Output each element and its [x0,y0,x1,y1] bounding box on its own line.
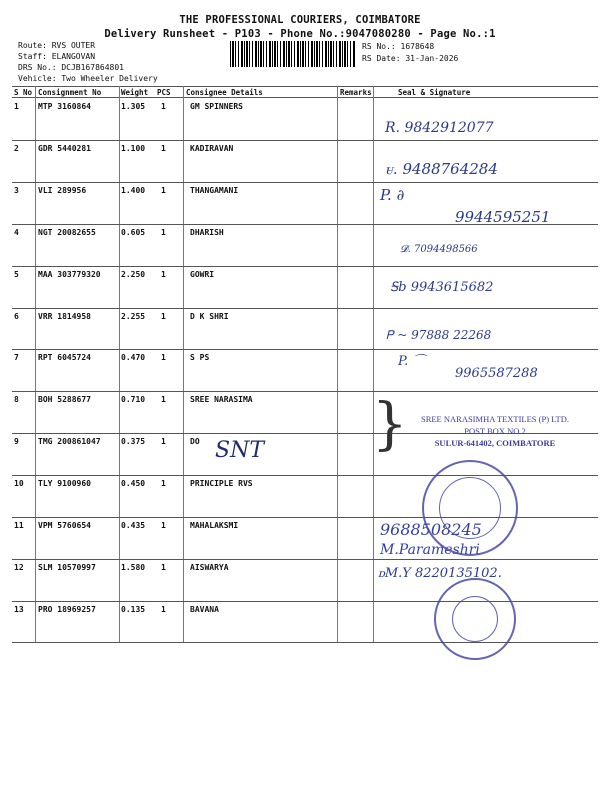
handwriting-row-12: ꭰM.Y 8220135102. [378,566,502,581]
row-divider [12,475,598,476]
cell-pcs: 1 [161,311,166,321]
handwriting-row-11b: M.Parameshri [380,542,480,558]
vehicle: Vehicle: Two Wheeler Delivery [18,74,158,83]
handwriting-row-1: R. 9842912077 [385,120,494,136]
cell-consignment: MTP 3160864 [38,102,91,111]
cell-weight: 0.605 [121,227,146,237]
handwriting-row-4: 𝓓. 7094498566 [400,244,478,255]
cell-consignment: GDR 5440281 [38,143,91,153]
stamp-line-1: SREE NARASIMHA TEXTILES (P) LTD. [420,414,570,424]
cell-consignee: GM SPINNERS [190,102,243,111]
row-divider [12,140,598,141]
cell-sno: 2 [14,143,19,153]
rs-no: RS No.: 1678648 [362,42,435,51]
stamp-line-2: POST BOX NO.2 [464,426,526,436]
cell-weight: 2.250 [121,269,146,279]
col-header-consignment: Consignment No [38,88,102,97]
cell-sno: 1 [14,102,19,111]
cell-weight: 1.580 [121,562,146,572]
cell-consignee: THANGAMANI [190,185,239,195]
handwriting-row-5: Ꭶb 9943615682 [390,280,494,295]
cell-pcs: 1 [161,269,166,279]
cell-pcs: 1 [161,604,166,614]
table-bottom-border [12,642,598,643]
rs-date: RS Date: 31-Jan-2026 [362,54,459,63]
handwriting-row-3: 9944595251 [455,208,551,226]
cell-consignment: VPM 5760654 [38,521,91,530]
cell-sno: 13 [14,604,24,614]
cell-pcs: 1 [161,562,166,572]
cell-consignee: PRINCIPLE RVS [190,479,253,489]
cell-pcs: 1 [161,479,166,489]
row-divider [12,308,598,309]
cell-weight: 0.435 [121,521,146,530]
cell-consignment: BOH 5288677 [38,395,91,405]
cell-sno: 10 [14,479,24,489]
cell-pcs: 1 [161,353,166,363]
row-divider [12,266,598,267]
handwriting-row-2: ꮜ. 9488764284 [385,160,498,178]
cell-weight: 2.255 [121,311,146,321]
cell-consignment: NGT 20082655 [38,227,96,237]
cell-sno: 12 [14,562,24,572]
cell-pcs: 1 [161,395,166,405]
cell-sno: 8 [14,395,19,405]
cell-consignment: TLY 9100960 [38,479,91,489]
cell-consignee: DHARISH [190,227,224,237]
cell-pcs: 1 [161,521,166,530]
drs-no: DRS No.: DCJB167864801 [18,63,124,72]
cell-consignee: KADIRAVAN [190,143,234,153]
cell-consignment: SLM 10570997 [38,562,96,572]
cell-consignment: VRR 1814958 [38,311,91,321]
cell-consignee: D K SHRI [190,311,229,321]
row-divider [12,391,598,392]
cell-pcs: 1 [161,143,166,153]
cell-sno: 7 [14,353,19,363]
cell-consignee: AISWARYA [190,562,229,572]
cell-consignee: SREE NARASIMA [190,395,253,405]
row-divider [12,182,598,183]
cell-weight: 0.375 [121,437,146,447]
row-divider [12,559,598,560]
col-header-signature: Seal & Signature [398,88,471,97]
cell-pcs: 1 [161,102,166,111]
cell-consignee: MAHALAKSMI [190,521,239,530]
col-header-weight: Weight [121,88,149,97]
round-seal-bottom-inner [452,596,498,642]
cell-weight: 1.400 [121,185,146,195]
cell-weight: 0.710 [121,395,146,405]
table-header-border [12,97,598,98]
round-seal-bottom [434,578,516,660]
handwriting-row-7a: P. ⌒ [398,354,426,369]
company-stamp [410,413,580,463]
col-header-pcs: PCS [157,88,171,97]
cell-consignment: VLI 289956 [38,185,87,195]
route: Route: RVS OUTER [18,41,96,50]
cell-pcs: 1 [161,437,166,447]
cell-pcs: 1 [161,185,166,195]
cell-consignment: RPT 6045724 [38,353,91,363]
staff: Staff: ELANGOVAN [18,52,96,61]
cell-weight: 0.470 [121,353,146,363]
cell-sno: 9 [14,437,19,447]
cell-pcs: 1 [161,227,166,237]
cell-sno: 5 [14,269,19,279]
round-seal-inner [439,477,501,539]
handwriting-row-7: 9965587288 [455,366,538,381]
col-header-consignee: Consignee Details [186,88,263,97]
stamp-line-3: SULUR-641402, COIMBATORE [434,438,556,448]
handwriting-row-3a: P. ∂ [380,186,405,204]
cell-sno: 4 [14,227,19,237]
col-header-remarks: Remarks [340,88,372,97]
cell-weight: 0.450 [121,479,146,489]
row-divider [12,349,598,350]
handwriting-row-9: SNT [215,438,264,463]
cell-weight: 1.305 [121,102,146,111]
cell-sno: 11 [14,521,24,530]
handwriting-brace: } [372,392,408,457]
table-top-border [12,86,598,87]
round-seal [422,460,518,556]
cell-weight: 0.135 [121,604,146,614]
barcode [230,41,355,67]
subtitle: Delivery Runsheet - P103 - Phone No.:9047080280 - Page No.:1 [104,28,496,40]
cell-consignee: S PS [190,353,210,363]
cell-sno: 3 [14,185,19,195]
cell-consignee: DO [190,437,200,447]
cell-consignee: GOWRI [190,269,215,279]
cell-consignee: BAVANA [190,604,219,614]
cell-sno: 6 [14,311,19,321]
col-header-sno: S No [14,88,33,97]
cell-weight: 1.100 [121,143,146,153]
title: THE PROFESSIONAL COURIERS, COIMBATORE [179,14,421,26]
handwriting-row-11a: 9688508245 [380,520,482,539]
cell-consignment: MAA 303779320 [38,269,101,279]
cell-consignment: PRO 18969257 [38,604,96,614]
cell-consignment: TMG 200861047 [38,437,101,447]
handwriting-row-6: Ꮲ ~ 97888 22268 [386,328,492,342]
